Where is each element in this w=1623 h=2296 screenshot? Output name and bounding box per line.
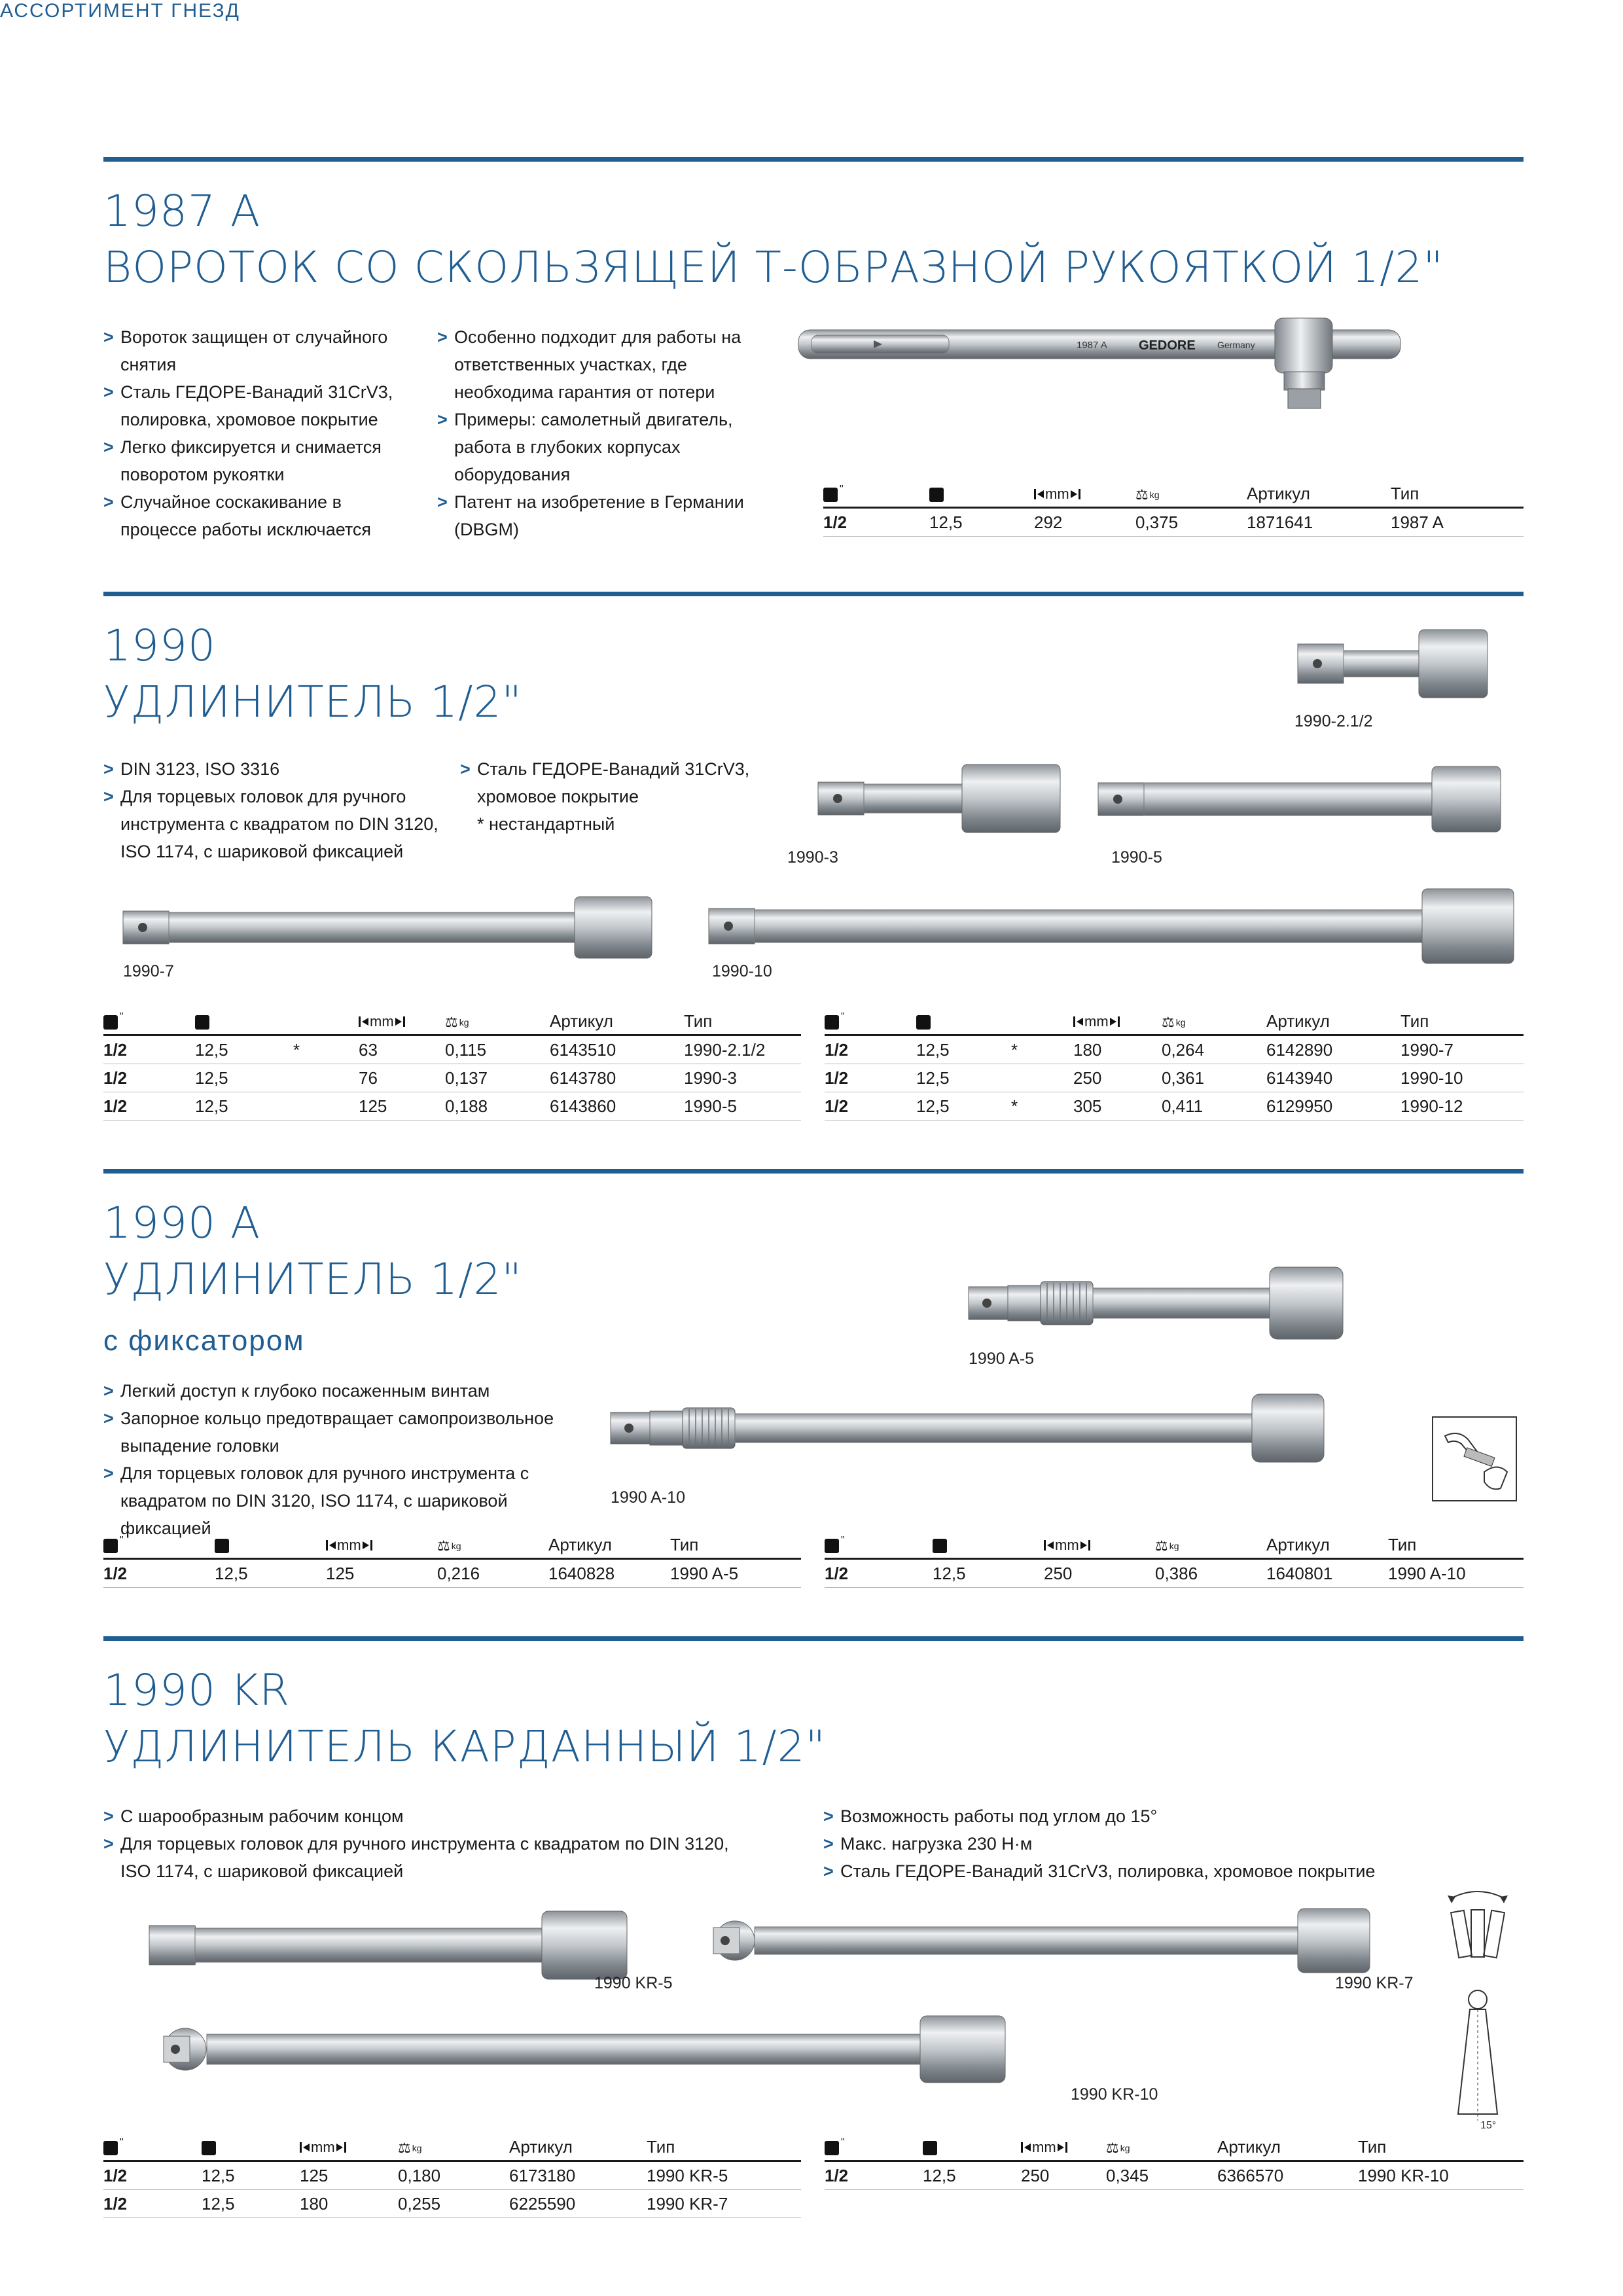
extension-1990kr-10-image bbox=[156, 2013, 1020, 2085]
features-right bbox=[823, 1803, 1412, 1885]
col-type: Тип bbox=[670, 1529, 801, 1559]
features-right bbox=[437, 323, 745, 543]
caption-1990a-5: 1990 A-5 bbox=[969, 1350, 1035, 1368]
section-rule-1987a bbox=[103, 157, 1524, 162]
col-article: Артикул bbox=[1266, 1529, 1388, 1559]
length-icon: mm bbox=[1073, 1013, 1120, 1030]
caption-1990kr-5: 1990 KR-5 bbox=[594, 1974, 673, 1992]
page-category: АССОРТИМЕНТ ГНЕЗД bbox=[0, 0, 240, 22]
feature-item: > Вороток защищен от случайного снятия bbox=[103, 323, 411, 378]
extension-1990a-10-image bbox=[611, 1390, 1330, 1466]
table-row: 1/2 12,5 250 0,361 6143940 1990-10 bbox=[825, 1064, 1524, 1092]
weight-scale-icon: ⚖ kg bbox=[1155, 1537, 1179, 1554]
feature-item: > Сталь ГЕДОРЕ-Ванадий 31CrV3, полировка, хромовое покрытие bbox=[823, 1857, 1412, 1885]
length-icon: mm bbox=[300, 2139, 346, 2156]
col-type: Тип bbox=[684, 1005, 801, 1035]
col-type: Тип bbox=[1400, 1005, 1524, 1035]
feature-item: > Легко фиксируется и снимается поворотом рукоятки bbox=[103, 433, 411, 488]
product-code-title: 1990 A bbox=[103, 1198, 261, 1248]
square-size-icon bbox=[916, 1015, 931, 1030]
length-icon: mm bbox=[359, 1013, 405, 1030]
caption-1990-2-1-2: 1990-2.1/2 bbox=[1294, 712, 1373, 730]
product-tagline: с фиксатором bbox=[103, 1325, 305, 1357]
square-drive-icon bbox=[825, 2141, 839, 2155]
col-type: Тип bbox=[647, 2131, 801, 2161]
feature-item: > Возможность работы под углом до 15° bbox=[823, 1803, 1412, 1830]
col-article: Артикул bbox=[1247, 478, 1391, 508]
caption-1990a-10: 1990 A-10 bbox=[611, 1488, 685, 1507]
extension-1990-2-1-2-image bbox=[1298, 624, 1494, 703]
square-drive-icon bbox=[103, 1015, 118, 1030]
features-right bbox=[460, 755, 774, 838]
weight-scale-icon: ⚖ kg bbox=[1106, 2140, 1130, 2156]
table-row: 1/2 12,5 76 0,137 6143780 1990-3 bbox=[103, 1064, 801, 1092]
hand-usage-icon bbox=[1432, 1416, 1517, 1501]
col-article: Артикул bbox=[550, 1005, 684, 1035]
caption-1990-3: 1990-3 bbox=[787, 848, 838, 867]
extension-1990-10-image bbox=[709, 884, 1520, 969]
table-row: 1/2 12,5 250 0,386 1640801 1990 A-10 bbox=[825, 1559, 1524, 1588]
feature-item: > Для торцевых головок для ручного инструмента с квадратом по DIN 3120, ISO 1174, с шариковой фиксацией bbox=[103, 783, 444, 865]
square-drive-icon bbox=[823, 488, 838, 502]
feature-item: > Для торцевых головок для ручного инструмента с квадратом по DIN 3120, ISO 1174, с шариковой фиксацией bbox=[103, 1830, 732, 1885]
table-row: 1/2 12,5 250 0,345 6366570 1990 KR-10 bbox=[825, 2161, 1524, 2190]
spec-table-1990-right: " mm ⚖ kg Артикул Тип 1/2 12,5 * 180 0,264 6142890 1990-7 1/2 12,5 250 0,361 6143940 1990-10 1/2 12,5 * 305 0,411 6129950 1990-12 bbox=[825, 1005, 1524, 1121]
angle-label: 15° bbox=[1480, 2120, 1497, 2131]
spec-table-1990kr-left: " mm ⚖ kg Артикул Тип 1/2 12,5 125 0,180 6173180 1990 KR-5 1/2 12,5 180 0,255 6225590 1990 KR-7 bbox=[103, 2131, 801, 2218]
feature-item: > Примеры: самолетный двигатель, работа в глубоких корпусах оборудования bbox=[437, 406, 745, 488]
tool-part-marking: 1987 A bbox=[1077, 340, 1107, 351]
feature-item: > Макс. нагрузка 230 Н·м bbox=[823, 1830, 1412, 1857]
table-row: 1/2 12,5 125 0,188 6143860 1990-5 bbox=[103, 1092, 801, 1121]
features-left bbox=[103, 755, 444, 865]
product-name-title: ВОРОТОК СО СКОЛЬЗЯЩЕЙ Т-ОБРАЗНОЙ РУКОЯТКОЙ 1/2" bbox=[103, 242, 1444, 293]
col-type: Тип bbox=[1391, 478, 1524, 508]
caption-1990-10: 1990-10 bbox=[712, 962, 772, 980]
table-row: 1/2 12,5 125 0,216 1640828 1990 A-5 bbox=[103, 1559, 801, 1588]
extension-1990-3-image bbox=[818, 759, 1067, 838]
feature-item: > Патент на изобретение в Германии (DBGM) bbox=[437, 488, 745, 543]
spec-table-1990a-right: " mm ⚖ kg Артикул Тип 1/2 12,5 250 0,386 1640801 1990 A-10 bbox=[825, 1529, 1524, 1588]
feature-item: > Для торцевых головок для ручного инструмента с квадратом по DIN 3120, ISO 1174, с шариковой фиксацией bbox=[103, 1460, 601, 1542]
weight-scale-icon: ⚖ kg bbox=[445, 1014, 469, 1030]
table-row: 1/2 12,5 180 0,255 6225590 1990 KR-7 bbox=[103, 2190, 801, 2218]
table-row: 1/2 12,5 292 0,375 1871641 1987 A bbox=[823, 508, 1524, 537]
feature-item: > Случайное соскакивание в процессе работы исключается bbox=[103, 488, 411, 543]
section-rule-1990a bbox=[103, 1169, 1524, 1174]
weight-scale-icon: ⚖ kg bbox=[1135, 486, 1160, 503]
weight-scale-icon: ⚖ kg bbox=[437, 1537, 461, 1554]
extension-1990kr-5-image bbox=[149, 1906, 673, 1984]
feature-item: > Особенно подходит для работы на ответственных участках, где необходима гарантия от потери bbox=[437, 323, 745, 406]
square-size-icon bbox=[933, 1539, 947, 1553]
t-handle-tool-image bbox=[798, 315, 1453, 414]
spec-table-1990kr-right: " mm ⚖ kg Артикул Тип 1/2 12,5 250 0,345 6366570 1990 KR-10 bbox=[825, 2131, 1524, 2190]
product-code-title: 1990 bbox=[103, 620, 216, 671]
square-size-icon bbox=[215, 1539, 229, 1553]
footnote-nonstandard: * нестандартный bbox=[477, 814, 615, 834]
length-icon: mm bbox=[1034, 486, 1080, 503]
extension-1990kr-7-image bbox=[705, 1905, 1425, 1977]
square-drive-icon bbox=[103, 2141, 118, 2155]
feature-item: > Легкий доступ к глубоко посаженным винтам bbox=[103, 1377, 601, 1405]
product-code-title: 1990 KR bbox=[103, 1665, 291, 1715]
square-drive-icon bbox=[103, 1539, 118, 1553]
section-rule-1990kr bbox=[103, 1636, 1524, 1641]
spec-table-1987a: " mm ⚖ kg Артикул Тип 1/2 12,5 292 0,375 1871641 1987 A bbox=[823, 478, 1524, 537]
weight-scale-icon: ⚖ kg bbox=[1162, 1014, 1186, 1030]
col-article: Артикул bbox=[509, 2131, 647, 2161]
angle-diagram-icon bbox=[1438, 1885, 1517, 2134]
table-row: 1/2 12,5 125 0,180 6173180 1990 KR-5 bbox=[103, 2161, 801, 2190]
tool-brand-marking: GEDORE bbox=[1139, 338, 1196, 353]
section-rule-1990 bbox=[103, 592, 1524, 596]
product-name-title: УДЛИНИТЕЛЬ 1/2" bbox=[103, 677, 522, 727]
weight-scale-icon: ⚖ kg bbox=[398, 2140, 422, 2156]
col-type: Тип bbox=[1358, 2131, 1524, 2161]
feature-item: > Сталь ГЕДОРЕ-Ванадий 31CrV3, хромовое покрытие bbox=[460, 755, 774, 810]
square-size-icon bbox=[202, 2141, 216, 2155]
length-icon: mm bbox=[326, 1537, 372, 1554]
feature-item: > С шарообразным рабочим концом bbox=[103, 1803, 732, 1830]
spec-table-1990a-left: " mm ⚖ kg Артикул Тип 1/2 12,5 125 0,216 1640828 1990 A-5 bbox=[103, 1529, 801, 1588]
col-article: Артикул bbox=[548, 1529, 670, 1559]
square-drive-icon bbox=[825, 1015, 839, 1030]
product-name-title: УДЛИНИТЕЛЬ 1/2" bbox=[103, 1254, 522, 1304]
col-article: Артикул bbox=[1266, 1005, 1400, 1035]
spec-table-1990-left: " mm ⚖ kg Артикул Тип 1/2 12,5 * 63 0,115 6143510 1990-2.1/2 1/2 12,5 76 0,137 6143780 1990-3 1/2 12,5 125 0,188 6143860 1990-5 bbox=[103, 1005, 801, 1121]
features-list bbox=[103, 1377, 601, 1542]
square-size-icon bbox=[195, 1015, 209, 1030]
extension-1990a-5-image bbox=[969, 1261, 1348, 1346]
col-article: Артикул bbox=[1217, 2131, 1358, 2161]
caption-1990kr-10: 1990 KR-10 bbox=[1071, 2085, 1158, 2104]
feature-item: > Сталь ГЕДОРЕ-Ванадий 31CrV3, полировка, хромовое покрытие bbox=[103, 378, 411, 433]
tool-origin-marking: Germany bbox=[1217, 340, 1255, 350]
length-icon: mm bbox=[1021, 2139, 1067, 2156]
length-icon: mm bbox=[1044, 1537, 1090, 1554]
caption-1990-7: 1990-7 bbox=[123, 962, 174, 980]
feature-item: > Запорное кольцо предотвращает самопроизвольное выпадение головки bbox=[103, 1405, 601, 1460]
table-row: 1/2 12,5 * 180 0,264 6142890 1990-7 bbox=[825, 1035, 1524, 1064]
product-code-title: 1987 A bbox=[103, 186, 261, 236]
square-drive-icon bbox=[825, 1539, 839, 1553]
table-row: 1/2 12,5 * 305 0,411 6129950 1990-12 bbox=[825, 1092, 1524, 1121]
square-size-icon bbox=[923, 2141, 937, 2155]
col-type: Тип bbox=[1388, 1529, 1524, 1559]
caption-1990-5: 1990-5 bbox=[1111, 848, 1162, 867]
features-left bbox=[103, 1803, 732, 1885]
caption-1990kr-7: 1990 KR-7 bbox=[1335, 1974, 1414, 1992]
extension-1990-7-image bbox=[123, 891, 660, 963]
square-size-icon bbox=[929, 488, 944, 502]
table-row: 1/2 12,5 * 63 0,115 6143510 1990-2.1/2 bbox=[103, 1035, 801, 1064]
extension-1990-5-image bbox=[1098, 763, 1504, 835]
features-left bbox=[103, 323, 411, 543]
product-name-title: УДЛИНИТЕЛЬ КАРДАННЫЙ 1/2" bbox=[103, 1721, 826, 1772]
feature-item: > DIN 3123, ISO 3316 bbox=[103, 755, 444, 783]
